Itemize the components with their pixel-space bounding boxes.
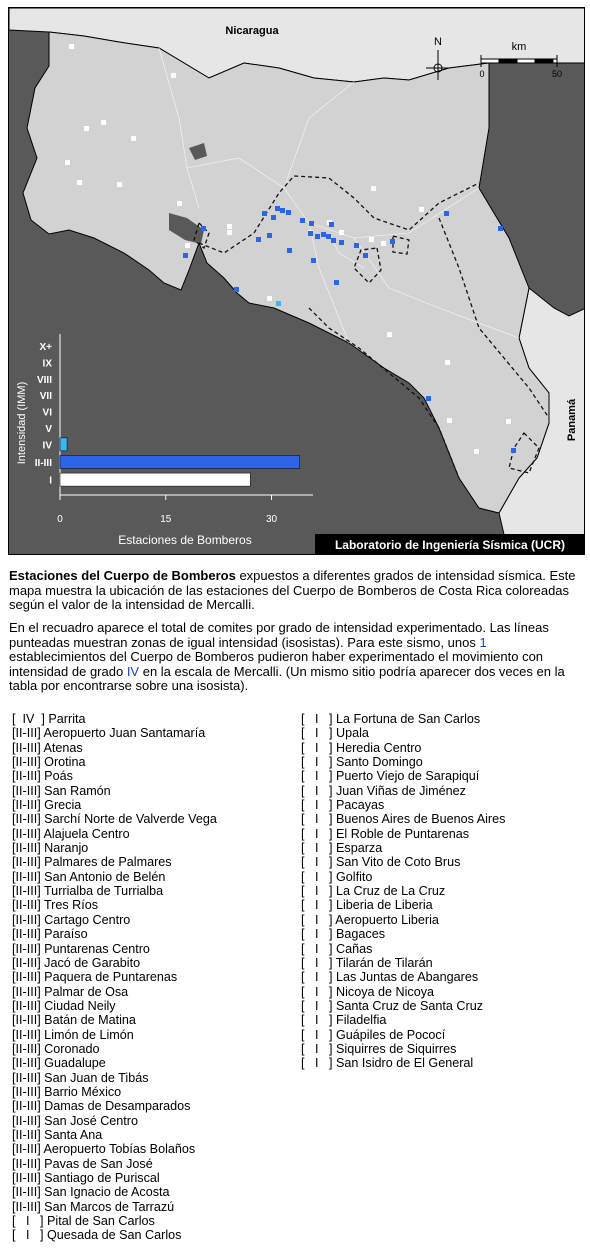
station-grade-II-III bbox=[498, 226, 503, 231]
station-name: Paquera de Puntarenas bbox=[40, 970, 178, 985]
station-grade: [II-III] bbox=[12, 1056, 41, 1071]
station-grade-II-III bbox=[326, 234, 331, 239]
station-row bbox=[301, 913, 505, 927]
station-grade-II-III bbox=[315, 234, 320, 239]
station-name: San Ignacio de Acosta bbox=[40, 1185, 170, 1200]
station-name: Aeropuerto Liberia bbox=[332, 912, 439, 927]
station-grade-I bbox=[267, 296, 272, 301]
description-p2-b: establecimientos del Cuerpo de Bomberos pudieron haber experimentado el movimiento con intensidad de grado bbox=[9, 649, 544, 679]
station-name: Quesada de San Carlos bbox=[43, 1228, 182, 1243]
station-name: Pavas de San José bbox=[40, 1156, 153, 1171]
station-name: Santa Cruz de Santa Cruz bbox=[332, 998, 484, 1013]
panama-label: Panamá bbox=[566, 398, 578, 442]
station-name: Cartago Centro bbox=[40, 912, 131, 927]
station-grade: [II-III] bbox=[12, 1099, 41, 1114]
station-name: Naranjo bbox=[40, 841, 89, 856]
chart-category-label: V bbox=[45, 424, 52, 435]
station-grade-II-III bbox=[308, 231, 313, 236]
station-grade: [ I ] bbox=[12, 1228, 44, 1243]
station-name: Guadalupe bbox=[40, 1056, 106, 1071]
station-grade-II-III bbox=[262, 211, 267, 216]
station-grade: [ I ] bbox=[301, 726, 333, 741]
chart-category-label: IV bbox=[42, 440, 52, 452]
station-grade: [ I ] bbox=[301, 826, 333, 841]
station-grade: [ I ] bbox=[301, 841, 333, 856]
station-row bbox=[12, 970, 217, 984]
intensity-map bbox=[8, 7, 585, 555]
station-grade: [II-III] bbox=[12, 1084, 41, 1099]
station-grade: [II-III] bbox=[12, 726, 41, 741]
station-name: San Vito de Coto Brus bbox=[332, 855, 461, 870]
station-grade: [II-III] bbox=[12, 1027, 41, 1042]
station-name: Siquirres de Siquirres bbox=[332, 1041, 457, 1056]
station-grade-II-III bbox=[444, 211, 449, 216]
station-name: Santo Domingo bbox=[332, 755, 423, 770]
station-grade: [II-III] bbox=[12, 984, 41, 999]
station-row bbox=[301, 1013, 505, 1027]
chart-category-label: IX bbox=[42, 358, 52, 370]
station-grade-I bbox=[185, 243, 190, 248]
station-grade: [ I ] bbox=[301, 798, 333, 813]
station-row bbox=[12, 769, 217, 783]
station-grade-II-III bbox=[390, 239, 395, 244]
station-name: Santa Ana bbox=[40, 1127, 103, 1142]
station-name: Tres Ríos bbox=[40, 898, 99, 913]
station-grade: [II-III] bbox=[12, 798, 41, 813]
station-grade: [II-III] bbox=[12, 1070, 41, 1085]
station-grade: [II-III] bbox=[12, 1156, 41, 1171]
station-grade: [ I ] bbox=[301, 769, 333, 784]
description-p2-a: En el recuadro aparece el total de comites por grado de intensidad experimentado. Las líneas punteadas muestran zonas de igual intensidad (isosistas). Para este sismo, unos bbox=[9, 620, 549, 650]
station-row bbox=[12, 1171, 217, 1185]
station-row bbox=[301, 712, 505, 726]
station-grade-I bbox=[371, 186, 376, 191]
station-grade: [II-III] bbox=[12, 884, 41, 899]
station-row bbox=[12, 1142, 217, 1156]
station-name: Coronado bbox=[40, 1041, 100, 1056]
station-row bbox=[301, 1042, 505, 1056]
station-name: Aeropuerto Tobías Bolaños bbox=[40, 1142, 196, 1157]
station-grade: [II-III] bbox=[12, 812, 41, 827]
station-row bbox=[12, 798, 217, 812]
station-grade-II-III bbox=[321, 232, 326, 237]
station-grade: [II-III] bbox=[12, 869, 41, 884]
station-row bbox=[12, 712, 217, 726]
station-grade-II-III bbox=[256, 237, 261, 242]
station-row bbox=[301, 769, 505, 783]
station-name: Palmares de Palmares bbox=[40, 855, 172, 870]
station-row bbox=[12, 741, 217, 755]
station-grade: [ I ] bbox=[301, 783, 333, 798]
station-grade: [ I ] bbox=[301, 1056, 333, 1071]
station-name: Las Juntas de Abangares bbox=[332, 970, 479, 985]
station-name: Tilarán de Tilarán bbox=[332, 955, 433, 970]
chart-category-label: VII bbox=[39, 391, 52, 403]
station-name: San Ramón bbox=[40, 783, 111, 798]
station-row bbox=[301, 898, 505, 912]
station-grade-I bbox=[474, 449, 479, 454]
station-grade-I bbox=[171, 73, 176, 78]
station-row bbox=[12, 827, 217, 841]
station-row bbox=[12, 870, 217, 884]
station-grade-II-III bbox=[363, 253, 368, 258]
station-row bbox=[301, 855, 505, 869]
station-row bbox=[12, 898, 217, 912]
station-grade: [II-III] bbox=[12, 826, 41, 841]
station-row bbox=[12, 812, 217, 826]
exposed-count: 1 bbox=[479, 634, 487, 650]
station-grade: [ I ] bbox=[301, 970, 333, 985]
station-grade-II-III bbox=[286, 210, 291, 215]
chart-tick-label: 30 bbox=[265, 514, 278, 525]
station-name: San Juan de Tibás bbox=[40, 1070, 149, 1085]
station-grade: [II-III] bbox=[12, 841, 41, 856]
station-row bbox=[12, 884, 217, 898]
station-row bbox=[12, 1214, 217, 1228]
chart-category-label: X+ bbox=[39, 342, 52, 353]
station-grade-I bbox=[369, 237, 374, 242]
station-name: Sarchí Norte de Valverde Vega bbox=[40, 812, 217, 827]
station-name: Barrio México bbox=[40, 1084, 122, 1099]
station-name: Puerto Viejo de Sarapiquí bbox=[332, 769, 480, 784]
station-name: Poás bbox=[40, 769, 73, 784]
station-name: San José Centro bbox=[40, 1113, 138, 1128]
station-grade-II-III bbox=[339, 240, 344, 245]
station-grade-II-III bbox=[354, 243, 359, 248]
station-name: La Fortuna de San Carlos bbox=[332, 712, 481, 726]
chart-xlabel: Estaciones de Bomberos bbox=[118, 533, 252, 547]
station-row bbox=[12, 1013, 217, 1027]
station-row bbox=[301, 1056, 505, 1070]
station-grade: [ I ] bbox=[301, 884, 333, 899]
station-name: Turrialba de Turrialba bbox=[40, 884, 164, 899]
station-grade-I bbox=[419, 207, 424, 212]
station-grade: [ I ] bbox=[301, 812, 333, 827]
station-row bbox=[12, 942, 217, 956]
station-row bbox=[301, 956, 505, 970]
station-row bbox=[301, 870, 505, 884]
station-grade-II-III bbox=[300, 218, 305, 223]
station-row bbox=[301, 942, 505, 956]
station-grade-I bbox=[69, 44, 74, 49]
station-grade: [ I ] bbox=[301, 998, 333, 1013]
credit-label: Laboratorio de Ingeniería Sísmica (UCR) bbox=[334, 538, 566, 552]
station-row bbox=[12, 1114, 217, 1128]
station-name: Jacó de Garabito bbox=[40, 955, 141, 970]
intensity-chart bbox=[11, 333, 317, 554]
station-row bbox=[301, 798, 505, 812]
station-row bbox=[12, 855, 217, 869]
station-grade: [II-III] bbox=[12, 970, 41, 985]
station-grade-I bbox=[177, 201, 182, 206]
station-grade-II-III bbox=[280, 208, 285, 213]
station-grade: [ I ] bbox=[301, 855, 333, 870]
station-grade: [II-III] bbox=[12, 769, 41, 784]
station-name: Nicoya de Nicoya bbox=[332, 984, 434, 999]
station-row bbox=[12, 755, 217, 769]
station-name: Puntarenas Centro bbox=[40, 941, 150, 956]
station-row bbox=[301, 985, 505, 999]
station-grade-I bbox=[506, 419, 511, 424]
station-row bbox=[12, 913, 217, 927]
station-name: San Marcos de Tarrazú bbox=[40, 1199, 175, 1214]
station-grade-I bbox=[84, 126, 89, 131]
station-list-left bbox=[12, 712, 217, 1243]
chart-ylabel: Intensidad (IMM) bbox=[16, 381, 28, 465]
station-name: Buenos Aires de Buenos Aires bbox=[332, 812, 506, 827]
station-grade-II-III bbox=[267, 233, 272, 238]
station-row bbox=[12, 956, 217, 970]
station-row bbox=[301, 812, 505, 826]
station-grade-I bbox=[447, 418, 452, 423]
station-grade: [II-III] bbox=[12, 941, 41, 956]
station-name: Juan Viñas de Jiménez bbox=[332, 783, 466, 798]
station-grade: [ I ] bbox=[301, 912, 333, 927]
station-name: Orotina bbox=[40, 755, 86, 770]
station-name: Aeropuerto Juan Santamaría bbox=[40, 726, 206, 741]
chart-bar bbox=[60, 438, 67, 451]
station-row bbox=[301, 726, 505, 740]
station-name: Batán de Matina bbox=[40, 1013, 136, 1028]
description-paragraph-1 bbox=[9, 569, 581, 613]
station-grade: [II-III] bbox=[12, 740, 41, 755]
station-grade-I bbox=[387, 332, 392, 337]
station-row bbox=[12, 1042, 217, 1056]
station-grade: [ IV ] bbox=[12, 712, 45, 726]
station-grade-IV bbox=[276, 301, 281, 306]
station-row bbox=[12, 1085, 217, 1099]
station-row bbox=[301, 999, 505, 1013]
station-grade: [ I ] bbox=[301, 1027, 333, 1042]
station-grade-II-III bbox=[331, 238, 336, 243]
chart-category-label: VI bbox=[42, 407, 52, 419]
station-grade: [ I ] bbox=[301, 1013, 333, 1028]
station-grade-I bbox=[227, 230, 232, 235]
station-row bbox=[12, 1157, 217, 1171]
station-name: Palmar de Osa bbox=[40, 984, 129, 999]
station-list-right bbox=[301, 712, 505, 1071]
station-name: San Antonio de Belén bbox=[40, 869, 166, 884]
station-grade-II-III bbox=[309, 221, 314, 226]
station-row bbox=[301, 755, 505, 769]
station-grade-II-III bbox=[275, 206, 280, 211]
station-grade: [ I ] bbox=[301, 927, 333, 942]
station-row bbox=[12, 784, 217, 798]
station-grade-II-III bbox=[234, 287, 239, 292]
station-grade: [ I ] bbox=[301, 869, 333, 884]
chart-tick-label: 0 bbox=[57, 514, 63, 525]
station-grade: [II-III] bbox=[12, 1127, 41, 1142]
station-row bbox=[301, 841, 505, 855]
station-grade-II-III bbox=[426, 396, 431, 401]
station-name: Pital de San Carlos bbox=[43, 1214, 155, 1229]
station-row bbox=[12, 1185, 217, 1199]
station-grade-I bbox=[445, 360, 450, 365]
station-row bbox=[301, 1028, 505, 1042]
station-name: Paraíso bbox=[40, 927, 88, 942]
station-row bbox=[12, 985, 217, 999]
station-grade: [ I ] bbox=[301, 712, 333, 726]
station-name: Liberia de Liberia bbox=[332, 898, 433, 913]
station-grade: [ I ] bbox=[301, 941, 333, 956]
station-grade: [ I ] bbox=[301, 1041, 333, 1056]
station-row bbox=[12, 927, 217, 941]
station-name: Atenas bbox=[40, 740, 83, 755]
station-grade-I bbox=[131, 136, 136, 141]
chart-category-label: I bbox=[49, 475, 52, 487]
station-grade: [II-III] bbox=[12, 1041, 41, 1056]
scale-max: 50 bbox=[551, 69, 563, 79]
station-grade: [ I ] bbox=[301, 984, 333, 999]
station-grade: [II-III] bbox=[12, 998, 41, 1013]
station-name: Heredia Centro bbox=[332, 740, 422, 755]
station-grade-II-III bbox=[329, 222, 334, 227]
station-grade: [II-III] bbox=[12, 1113, 41, 1128]
scale-min: 0 bbox=[479, 69, 485, 79]
station-grade: [II-III] bbox=[12, 912, 41, 927]
station-row bbox=[12, 1128, 217, 1142]
station-grade: [II-III] bbox=[12, 898, 41, 913]
station-grade: [II-III] bbox=[12, 955, 41, 970]
station-grade: [II-III] bbox=[12, 1185, 41, 1200]
station-row bbox=[12, 1071, 217, 1085]
chart-category-label: VIII bbox=[36, 374, 52, 386]
scale-unit: km bbox=[511, 41, 527, 53]
station-grade: [ I ] bbox=[301, 898, 333, 913]
station-grade-I bbox=[101, 120, 106, 125]
station-grade: [II-III] bbox=[12, 1171, 41, 1185]
station-name: San Isidro de El General bbox=[332, 1056, 474, 1071]
chart-bar bbox=[60, 456, 300, 469]
station-row bbox=[301, 884, 505, 898]
station-name: Pacayas bbox=[332, 798, 385, 813]
station-grade: [II-III] bbox=[12, 855, 41, 870]
station-name: La Cruz de La Cruz bbox=[332, 884, 446, 899]
chart-tick-label: 15 bbox=[160, 514, 172, 525]
station-row bbox=[12, 999, 217, 1013]
station-row bbox=[12, 1228, 217, 1242]
station-name: Bagaces bbox=[332, 927, 386, 942]
station-row bbox=[12, 841, 217, 855]
north-label: N bbox=[434, 36, 442, 48]
station-name: Alajuela Centro bbox=[40, 826, 130, 841]
station-grade-II-III bbox=[287, 248, 292, 253]
station-row bbox=[12, 726, 217, 740]
description-p1-text: expuestos a diferentes grados de intensidad sísmica. Este mapa muestra la ubicación de las estaciones del Cuerpo de Bomberos de Costa Rica coloreadas según el valor de la intensidad de Mercalli. bbox=[9, 568, 576, 612]
station-row bbox=[12, 1056, 217, 1070]
station-name: Limón de Limón bbox=[40, 1027, 134, 1042]
station-grade: [II-III] bbox=[12, 927, 41, 942]
station-grade-II-III bbox=[183, 253, 188, 258]
station-row bbox=[301, 827, 505, 841]
description-p2-c: en la escala de Mercalli. (Un mismo sitio podría aparecer dos veces en la tabla por encontrarse sobre una isosista). bbox=[9, 663, 565, 693]
station-grade-I bbox=[77, 180, 82, 185]
station-grade-II-III bbox=[201, 226, 206, 231]
station-grade: [II-III] bbox=[12, 783, 41, 798]
station-name: El Roble de Puntarenas bbox=[332, 826, 470, 841]
station-grade-II-III bbox=[511, 448, 516, 453]
station-grade: [ I ] bbox=[12, 1214, 44, 1229]
station-row bbox=[301, 927, 505, 941]
station-grade: [II-III] bbox=[12, 1013, 41, 1028]
station-grade-II-III bbox=[271, 215, 276, 220]
station-name: Grecia bbox=[40, 798, 82, 813]
description-paragraph-2 bbox=[9, 621, 581, 694]
station-name: Filadelfia bbox=[332, 1013, 387, 1028]
station-row bbox=[12, 1099, 217, 1113]
station-name: Guápiles de Pococí bbox=[332, 1027, 446, 1042]
station-grade: [ I ] bbox=[301, 755, 333, 770]
chart-bar bbox=[60, 473, 250, 486]
description-title: Estaciones del Cuerpo de Bomberos bbox=[9, 568, 236, 583]
station-grade-I bbox=[117, 182, 122, 187]
station-name: Parrita bbox=[44, 712, 86, 726]
station-name: Golfito bbox=[332, 869, 373, 884]
station-grade: [ I ] bbox=[301, 955, 333, 970]
station-grade: [ I ] bbox=[301, 740, 333, 755]
station-row bbox=[301, 741, 505, 755]
station-grade: [II-III] bbox=[12, 1142, 41, 1157]
max-grade: IV bbox=[126, 663, 140, 679]
station-row bbox=[301, 784, 505, 798]
station-grade-I bbox=[381, 241, 386, 246]
station-name: Damas de Desamparados bbox=[40, 1099, 191, 1114]
station-row bbox=[12, 1200, 217, 1214]
station-name: Upala bbox=[332, 726, 369, 741]
station-row bbox=[12, 1028, 217, 1042]
station-grade-I bbox=[227, 224, 232, 229]
station-grade: [II-III] bbox=[12, 755, 41, 770]
station-grade-I bbox=[65, 160, 70, 165]
station-grade-I bbox=[339, 230, 344, 235]
nicaragua-label: Nicaragua bbox=[225, 25, 279, 37]
station-name: Cañas bbox=[332, 941, 373, 956]
station-name: Ciudad Neily bbox=[40, 998, 116, 1013]
station-name: Esparza bbox=[332, 841, 383, 856]
station-row bbox=[301, 970, 505, 984]
station-grade: [II-III] bbox=[12, 1199, 41, 1214]
station-name: Santiago de Puriscal bbox=[40, 1171, 160, 1185]
station-grade-II-III bbox=[334, 280, 339, 285]
chart-category-label: II-III bbox=[34, 458, 52, 469]
station-grade-II-III bbox=[311, 258, 316, 263]
